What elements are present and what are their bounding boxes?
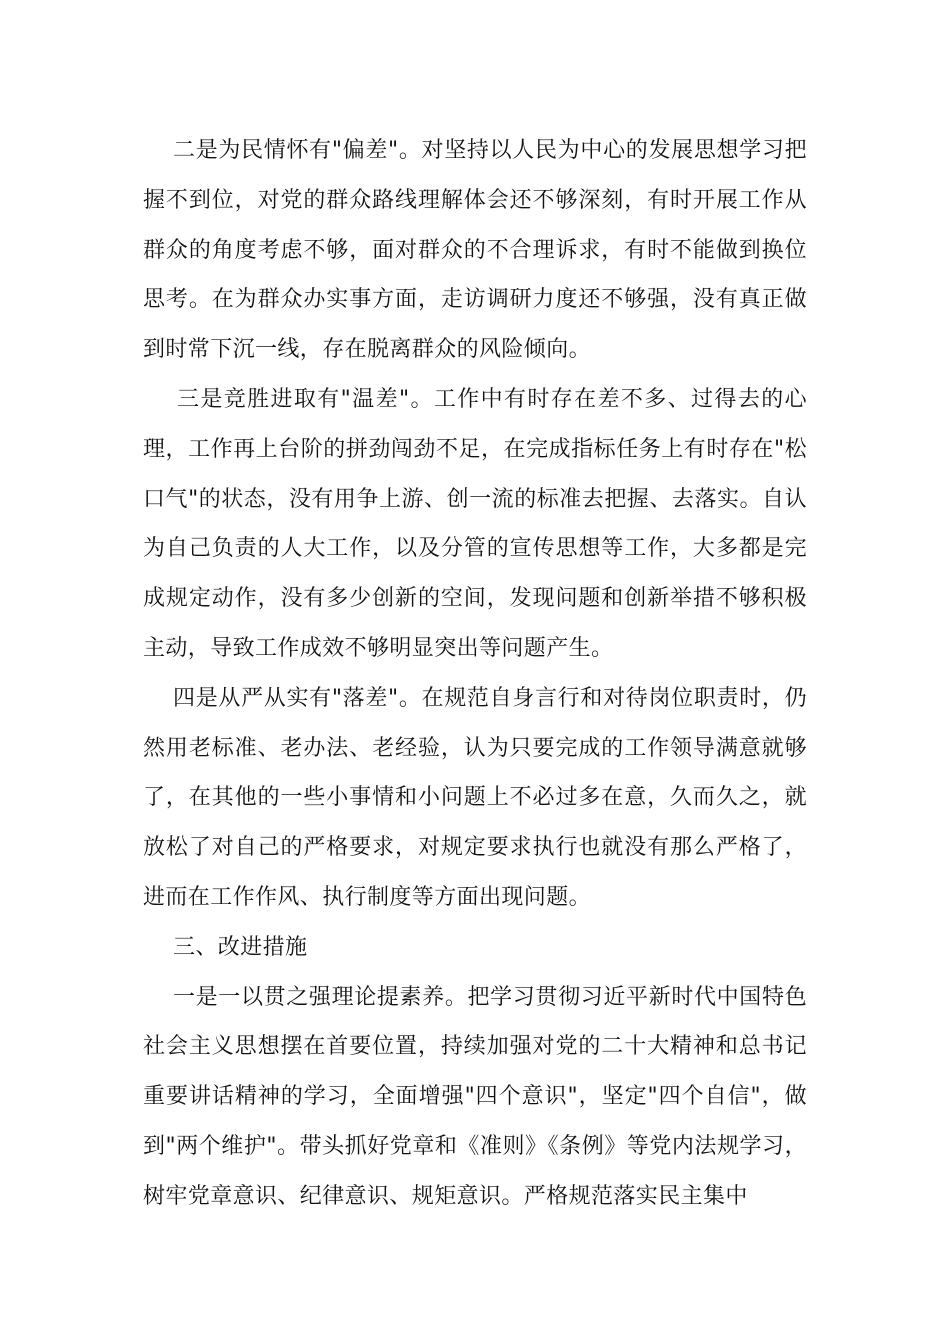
paragraph-2-weishi-qinghuai: 二是为民情怀有"偏差"。对坚持以人民为中心的发展思想学习把握不到位，对党的群众路线理解体会还不够深刻，有时开展工作从群众的角度考虑不够，面对群众的不合理诉求，有时不能做到换位思考。在为群众办实事方面，走访调研力度还不够强，没有真正做到时常下沉一线，存在脱离群众的风险倾向。 <box>143 138 807 363</box>
paragraph-measure-1: 一是一以贯之强理论提素养。把学习贯彻习近平新时代中国特色社会主义思想摆在首要位置，持续加强对党的二十大精神和总书记重要讲话精神的学习，全面增强"四个意识"，坚定"四个自信"，做到"两个维护"。带头抓好党章和《准则》《条例》等党内法规学习，树牢党章意识、纪律意识、规矩意识。严格规范落实民主集中 <box>143 984 807 1209</box>
section-heading-gaijin-cuoshi: 三、改进措施 <box>173 934 308 960</box>
paragraph-4-congyan-congshi: 四是从严从实有"落差"。在规范自身言行和对待岗位职责时，仍然用老标准、老办法、老经验，认为只要完成的工作领导满意就够了，在其他的一些小事情和小问题上不必过多在意，久而久之，就放松了对自己的严格要求，对规定要求执行也就没有那么严格了，进而在工作作风、执行制度等方面出现问题。 <box>143 685 807 910</box>
document-body <box>143 126 807 1222</box>
paragraph-3-jingsheng-jinqu: 三是竞胜进取有"温差"。工作中有时存在差不多、过得去的心理，工作再上台阶的拼劲闯劲不足，在完成指标任务上有时存在"松口气"的状态，没有用争上游、创一流的标准去把握、去落实。自认为自己负责的人大工作，以及分管的宣传思想等工作，大多都是完成规定动作，没有多少创新的空间，发现问题和创新举措不够积极主动，导致工作成效不够明显突出等问题产生。 <box>143 386 807 661</box>
